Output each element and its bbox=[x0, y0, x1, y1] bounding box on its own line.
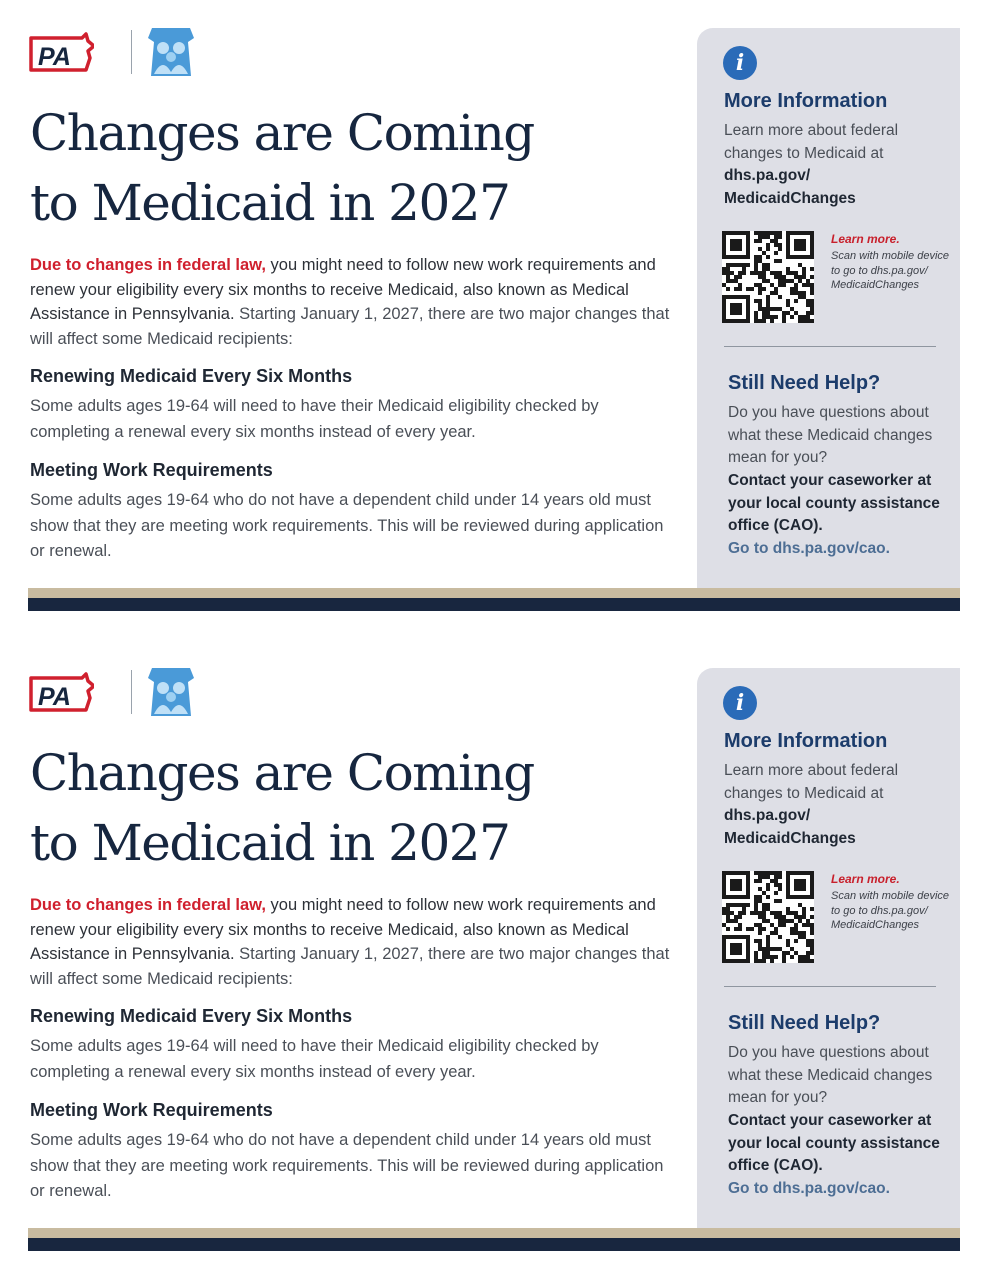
help-text: Do you have questions about what these Medicaid changes mean for you? bbox=[728, 1044, 933, 1107]
headline-line-2: to Medicaid in 2027 bbox=[30, 174, 510, 232]
intro-main-text: you might need to follow new work requirements and renew your eligibility every six months to receive Medicaid, also known as Medical Assistance in Pennsylvania. bbox=[30, 896, 656, 963]
intro-start-text: Starting January 1, 2027, there are two major changes that will affect some Medicaid recipients: bbox=[30, 305, 670, 348]
help-cao-link[interactable]: Go to dhs.pa.gov/cao. bbox=[728, 540, 890, 557]
pa-logo-text: PA bbox=[38, 683, 71, 711]
qr-code-icon[interactable] bbox=[722, 231, 814, 323]
intro-paragraph bbox=[30, 253, 680, 351]
flyer-bottom bbox=[0, 640, 990, 1280]
section-work-body: Some adults ages 19-64 who do not have a dependent child under 14 years old must show that they are meeting work requirements. This will be reviewed during application or renewal. bbox=[30, 1131, 664, 1200]
more-info-text: Learn more about federal changes to Medicaid at bbox=[724, 762, 899, 802]
section-renewing-title: Renewing Medicaid Every Six Months bbox=[30, 366, 353, 386]
help-title: Still Need Help? bbox=[728, 372, 881, 394]
qr-heading: Learn more. bbox=[831, 872, 900, 886]
logo-bar bbox=[28, 668, 188, 716]
panel-divider bbox=[724, 986, 936, 987]
section-renewing-body: Some adults ages 19-64 will need to have their Medicaid eligibility checked by completing a renewal every six months instead of every year. bbox=[30, 397, 599, 441]
help-title: Still Need Help? bbox=[728, 1012, 881, 1034]
logo-divider bbox=[131, 30, 132, 74]
headline bbox=[30, 738, 670, 878]
help-contact-text: Contact your caseworker at your local county assistance office (CAO). bbox=[728, 1112, 940, 1175]
intro-highlight: Due to changes in federal law, bbox=[30, 896, 266, 914]
section-work-title: Meeting Work Requirements bbox=[30, 1100, 273, 1120]
more-info-link-line-2: MedicaidChanges bbox=[724, 189, 856, 207]
qr-code-icon[interactable] bbox=[722, 871, 814, 963]
more-info-title: More Information bbox=[724, 730, 888, 752]
more-info-link-line-1: dhs.pa.gov/ bbox=[724, 167, 811, 184]
pa-logo-text: PA bbox=[38, 43, 71, 71]
help-cao-link[interactable]: Go to dhs.pa.gov/cao. bbox=[728, 1180, 890, 1197]
info-icon: i bbox=[723, 686, 757, 720]
qr-instructions: Scan with mobile device to go to dhs.pa.gov/ MedicaidChanges bbox=[831, 890, 950, 931]
pa-state-logo-icon bbox=[28, 672, 94, 714]
section-renewing-body: Some adults ages 19-64 will need to have their Medicaid eligibility checked by completing a renewal every six months instead of every year. bbox=[30, 1037, 599, 1081]
section-renewing-title: Renewing Medicaid Every Six Months bbox=[30, 1006, 353, 1026]
more-info-link[interactable] bbox=[724, 165, 944, 210]
qr-heading: Learn more. bbox=[831, 232, 900, 246]
help-contact-text: Contact your caseworker at your local county assistance office (CAO). bbox=[728, 472, 940, 535]
keystone-family-logo-icon bbox=[146, 28, 196, 76]
pa-state-logo-icon bbox=[28, 32, 94, 74]
info-icon: i bbox=[723, 46, 757, 80]
footer-bar-navy bbox=[28, 598, 960, 611]
headline-line-2: to Medicaid in 2027 bbox=[30, 814, 510, 872]
keystone-family-logo-icon bbox=[146, 668, 196, 716]
more-info-link-line-2: MedicaidChanges bbox=[724, 829, 856, 847]
section-work-body: Some adults ages 19-64 who do not have a dependent child under 14 years old must show that they are meeting work requirements. This will be reviewed during application or renewal. bbox=[30, 491, 664, 560]
headline bbox=[30, 98, 670, 238]
more-info-link[interactable] bbox=[724, 805, 944, 850]
headline-line-1: Changes are Coming bbox=[30, 744, 534, 802]
intro-start-text: Starting January 1, 2027, there are two major changes that will affect some Medicaid recipients: bbox=[30, 945, 670, 988]
more-info-link-line-1: dhs.pa.gov/ bbox=[724, 807, 811, 824]
section-work-title: Meeting Work Requirements bbox=[30, 460, 273, 480]
headline-line-1: Changes are Coming bbox=[30, 104, 534, 162]
more-info-text: Learn more about federal changes to Medicaid at bbox=[724, 122, 899, 162]
footer-bar-tan bbox=[28, 588, 960, 598]
qr-instructions: Scan with mobile device to go to dhs.pa.gov/ MedicaidChanges bbox=[831, 250, 950, 291]
info-panel bbox=[697, 668, 960, 1228]
footer-bar-navy bbox=[28, 1238, 960, 1251]
footer-bar-tan bbox=[28, 1228, 960, 1238]
help-text: Do you have questions about what these Medicaid changes mean for you? bbox=[728, 404, 933, 467]
logo-divider bbox=[131, 670, 132, 714]
more-info-title: More Information bbox=[724, 90, 888, 112]
panel-divider bbox=[724, 346, 936, 347]
intro-main-text: you might need to follow new work requirements and renew your eligibility every six months to receive Medicaid, also known as Medical Assistance in Pennsylvania. bbox=[30, 256, 656, 323]
logo-bar bbox=[28, 28, 188, 76]
intro-paragraph bbox=[30, 893, 680, 991]
info-panel bbox=[697, 28, 960, 588]
intro-highlight: Due to changes in federal law, bbox=[30, 256, 266, 274]
